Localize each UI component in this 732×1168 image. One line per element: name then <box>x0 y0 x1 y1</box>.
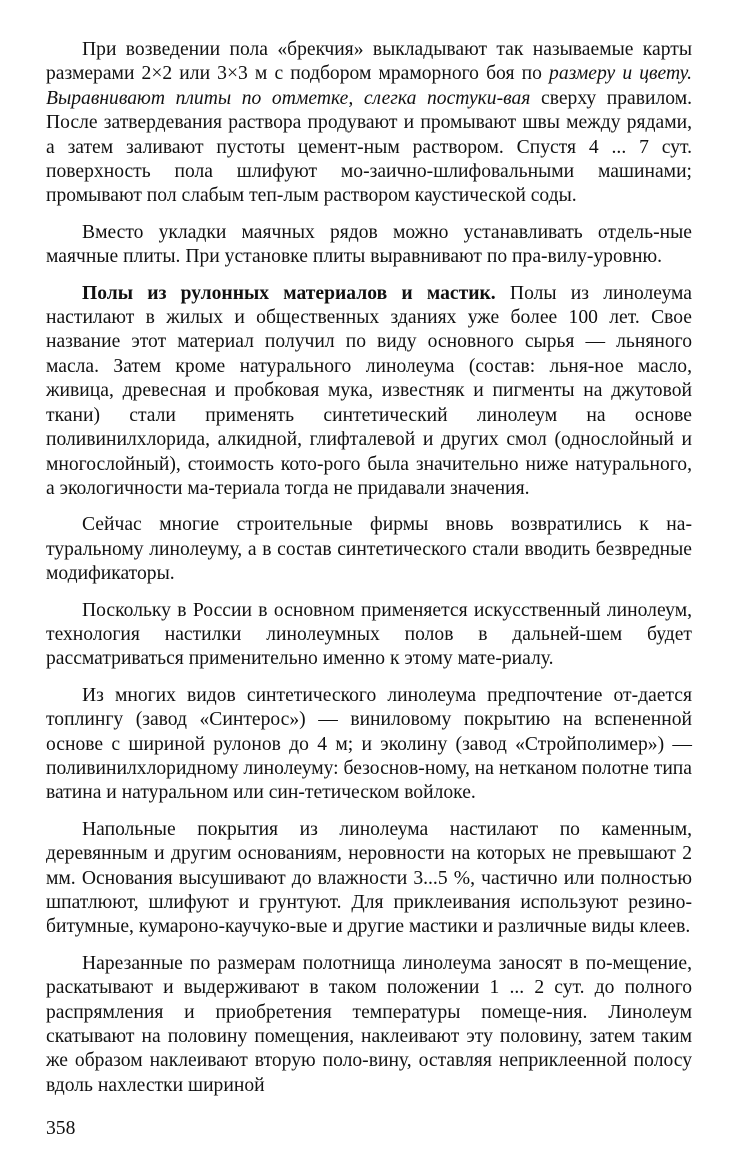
text-run: Вместо укладки маячных рядов можно устанавливать отдель-ные маячные плиты. При установке плиты выравнивают по пра-вилу-уровню. <box>46 221 692 268</box>
text-run: Сейчас многие строительные фирмы вновь возвратились к на-туральному линолеуму, а в состав синтетического стали вводить безвредные модификаторы. <box>46 514 692 585</box>
paragraph-roll-materials <box>46 282 692 502</box>
paragraph-natural-linoleum <box>46 513 692 586</box>
text-run: Поскольку в России в основном применяется искусственный линолеум, технология настилки линолеумных полов в дальней-шем будет рассматриваться применительно именно к этому мате-риалу. <box>46 599 692 670</box>
paragraph-brekchia-floor <box>46 38 692 209</box>
paragraph-beacon-plates <box>46 221 692 270</box>
paragraph-artificial-linoleum <box>46 599 692 672</box>
text-run-italic: размеру и цвету. Выравнивают плиты по отметке, слегка постуки-вая <box>46 63 692 109</box>
paragraph-base-preparation <box>46 818 692 940</box>
paragraph-synthetic-types <box>46 684 692 806</box>
text-run: Напольные покрытия из линолеума настилают по каменным, деревянным и другим основаниям, неровности на которых не превышают 2 мм. Основания высушивают до влажности 3...5 %, частично или полностью шпатлюют, шлифуют и грунтуют. Для приклеивания используют резино-битумные, кумароно-каучуко-вые и другие мастики и различные виды клеев. <box>46 818 692 938</box>
text-run: Из многих видов синтетического линолеума предпочтение от-дается топлингу (завод «Синтерос») — виниловому покрытию на вспененной основе с шириной рулонов до 4 м; и эколину (завод «Стройполимер») — поливинилхлоридному линолеуму: безоснов-ному, на нетканом полотне типа ватина и натуральном или син-тетическом войлоке. <box>46 684 692 804</box>
section-heading-inline: Полы из рулонных материалов и мастик. <box>82 282 496 304</box>
page-number: 358 <box>46 1118 76 1139</box>
paragraph-laying-sheets <box>46 952 692 1098</box>
text-run: сверху правилом. После затвердевания раствора продувают и промывают швы между рядами, а затем заливают пустоты цемент-ным раствором. Спустя 4 ... 7 сут. поверхность пола шлифуют мо-заично-шлифовальными машинами; промывают пол слабым теп-лым раствором каустической соды. <box>46 87 692 207</box>
page-body <box>46 38 692 1110</box>
text-run: При возведении пола «брекчия» выкладывают так называемые карты размерами 2×2 или 3×3 м с подбором мраморного боя по <box>46 39 692 85</box>
text-run: Полы из линолеума настилают в жилых и общественных зданиях уже более 100 лет. Свое название этот материал получил по виду основного сырья — льняного масла. Затем кроме натурального линолеума (состав: льня-ное масло, живица, древесная и пробковая мука, известняк и пигменты на джутовой ткани) стали применять синтетический линолеум на основе поливинилхлорида, алкидной, глифталевой и других смол (однослойный и многослойный), стоимость кото-рого была значительно ниже натурального, а экологичности ма-териала тогда не придавали значения. <box>46 282 692 499</box>
text-run: Нарезанные по размерам полотнища линолеума заносят в по-мещение, раскатывают и выдерживают в таком положении 1 ... 2 сут. до полного распрямления и приобретения температуры помеще-ния. Линолеум скатывают на половину помещения, наклеивают эту половину, затем таким же образом наклеивают вторую поло-вину, оставляя неприклеенной полосу вдоль нахлестки шириной <box>46 952 692 1096</box>
